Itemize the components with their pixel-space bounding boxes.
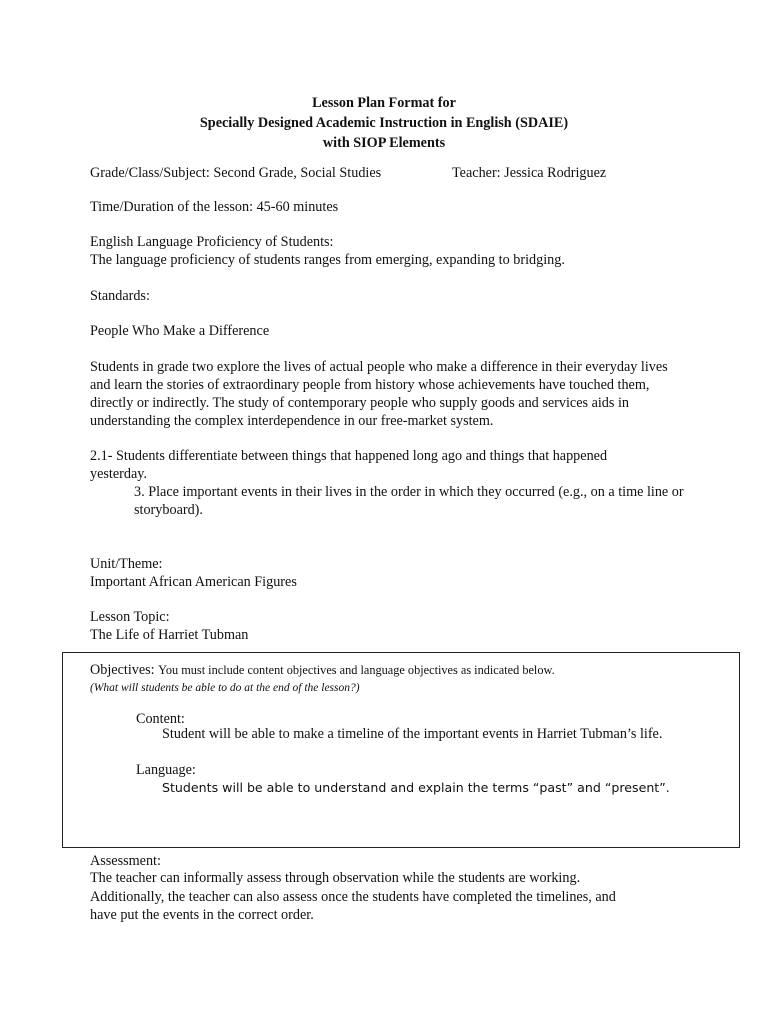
standards-heading: Standards: [90,288,150,304]
objectives-note: You must include content objectives and language objectives as indicated below. [158,663,555,677]
teacher-name: Teacher: Jessica Rodriguez [452,165,607,181]
standards-description: Students in grade two explore the lives of actual people who make a difference in their everyday lives and learn the stories of extraordinary people from history whose achievements have touched them, directly or indirectly. The study of contemporary people who supply goods and services aids in understanding the complex interdependence in our free-market system. [90,359,668,429]
sub-standard-3: 3. Place important events in their lives in the order in which they occurred (e.g., on a time line or storyboard). [134,484,684,518]
title-line-2: Specially Designed Academic Instruction in English (SDAIE) [199,115,569,131]
assessment-line-1: The teacher can informally assess through observation while the students are working. [90,870,581,886]
standard-2-1: 2.1- Students differentiate between things that happened long ago and things that happened yesterday. [90,448,608,482]
document-title [0,93,768,153]
objectives-question: (What will students be able to do at the end of the lesson?) [90,682,360,694]
lesson-topic-heading: Lesson Topic: [90,609,170,625]
objectives-box [62,652,740,848]
assessment-line-2: Additionally, the teacher can also assess once the students have completed the timelines, and [90,889,616,905]
content-objective-label: Content: [136,711,185,727]
grade-class-subject: Grade/Class/Subject: Second Grade, Social Studies [90,165,382,181]
content-objective-text: Student will be able to make a timeline of the important events in Harriet Tubman’s life. [162,726,663,742]
objectives-heading-line [90,661,555,679]
unit-value: Important African American Figures [90,574,297,590]
language-objective-text: Students will be able to understand and explain the terms “past” and “present”. [162,780,670,795]
proficiency-text: The language proficiency of students ranges from emerging, expanding to bridging. [90,252,565,268]
lesson-duration: Time/Duration of the lesson: 45-60 minutes [90,199,339,215]
objectives-heading: Objectives: [90,662,155,678]
unit-heading: Unit/Theme: [90,556,163,572]
standards-topic: People Who Make a Difference [90,323,270,339]
lesson-topic-value: The Life of Harriet Tubman [90,627,249,643]
title-line-1: Lesson Plan Format for [312,95,456,111]
assessment-line-3: have put the events in the correct order. [90,907,314,923]
proficiency-heading: English Language Proficiency of Students: [90,234,334,250]
language-objective-label: Language: [136,762,196,778]
assessment-heading: Assessment: [90,853,161,869]
title-line-3: with SIOP Elements [322,135,446,151]
